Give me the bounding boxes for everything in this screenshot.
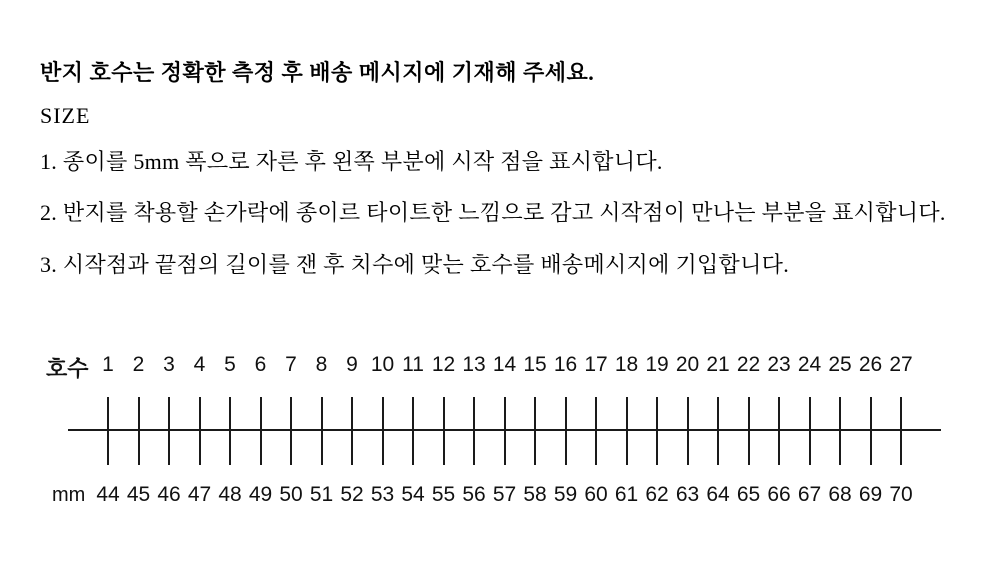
ruler-tick: [839, 397, 841, 465]
mm-number: 65: [736, 483, 761, 506]
size-number: 15: [523, 353, 547, 376]
ruler-tick: [107, 397, 109, 465]
size-number: 13: [462, 353, 486, 376]
ruler-tick: [473, 397, 475, 465]
size-number: 23: [767, 353, 791, 376]
size-number: 22: [736, 353, 761, 376]
mm-number: 50: [279, 483, 303, 506]
size-number: 17: [584, 353, 608, 376]
mm-number: 59: [553, 483, 578, 506]
mm-number: 68: [828, 483, 852, 506]
mm-number: 53: [370, 483, 395, 506]
mm-number: 61: [614, 483, 639, 506]
ruler-tick: [809, 397, 811, 465]
size-number: 7: [285, 353, 297, 376]
size-number: 18: [614, 353, 639, 376]
mm-number: 62: [645, 483, 669, 506]
mm-number: 51: [309, 483, 334, 506]
ruler-tick: [717, 397, 719, 465]
ruler-tick: [260, 397, 262, 465]
mm-number: 44: [96, 483, 120, 506]
mm-number: 46: [157, 483, 181, 506]
ruler-tick: [229, 397, 231, 465]
size-number: 6: [254, 353, 267, 376]
mm-number: 49: [248, 483, 273, 506]
mm-number: 52: [340, 483, 364, 506]
mm-number: 58: [523, 483, 547, 506]
ruler-tick: [351, 397, 353, 465]
size-number: 5: [224, 353, 236, 376]
size-number: 10: [370, 353, 395, 376]
ruler-tick: [412, 397, 414, 465]
size-number: 14: [492, 353, 517, 376]
ruler-tick: [900, 397, 902, 465]
mm-number: 64: [706, 483, 730, 506]
ruler-tick: [626, 397, 628, 465]
ruler-tick: [656, 397, 658, 465]
ruler-tick: [138, 397, 140, 465]
ruler-tick: [168, 397, 170, 465]
mm-number: 66: [767, 483, 791, 506]
ruler-tick: [870, 397, 872, 465]
ruler-tick: [321, 397, 323, 465]
size-number: 1: [102, 353, 114, 376]
size-number: 27: [889, 353, 913, 376]
step-1: 1. 종이를 5mm 폭으로 자른 후 왼쪽 부분에 시작 점을 표시합니다.: [40, 149, 663, 174]
mm-number: 69: [858, 483, 883, 506]
mm-number: 48: [218, 483, 242, 506]
mm-number: 57: [492, 483, 517, 506]
ruler-tick: [565, 397, 567, 465]
size-number: 2: [132, 353, 145, 376]
ruler-tick: [290, 397, 292, 465]
size-number: 4: [193, 353, 206, 376]
mm-number: 55: [431, 483, 456, 506]
ruler-tick: [382, 397, 384, 465]
mm-number: 67: [797, 483, 822, 506]
size-number: 19: [645, 353, 669, 376]
ruler-tick: [778, 397, 780, 465]
size-number: 20: [675, 353, 700, 376]
mm-number: 60: [584, 483, 608, 506]
mm-number: 47: [187, 483, 212, 506]
ruler-tick: [199, 397, 201, 465]
size-row-label: 호수: [46, 356, 89, 381]
size-number: 24: [797, 353, 822, 376]
size-number: 12: [431, 353, 456, 376]
step-3: 3. 시작점과 끝점의 길이를 잰 후 치수에 맞는 호수를 배송메시지에 기입합니다.: [40, 252, 790, 277]
size-number: 8: [315, 353, 328, 376]
mm-number: 56: [462, 483, 486, 506]
ruler-tick: [504, 397, 506, 465]
mm-row-label: mm: [52, 484, 86, 506]
step-2: 2. 반지를 착용할 손가락에 종이르 타이트한 느낌으로 감고 시작점이 만나는 부분을 표시합니다.: [40, 200, 946, 225]
ruler-tick: [534, 397, 536, 465]
size-number: 16: [553, 353, 578, 376]
size-number: 21: [706, 353, 730, 376]
ruler-tick: [687, 397, 689, 465]
size-number: 3: [163, 353, 175, 376]
size-number: 11: [402, 353, 424, 376]
mm-number: 70: [889, 483, 913, 506]
ruler-tick: [443, 397, 445, 465]
size-heading: SIZE: [40, 103, 91, 128]
size-number: 25: [828, 353, 852, 376]
mm-number: 63: [675, 483, 700, 506]
size-number: 9: [346, 353, 358, 376]
ruler-tick: [595, 397, 597, 465]
notice-text: 반지 호수는 정확한 측정 후 배송 메시지에 기재해 주세요.: [40, 60, 595, 85]
size-number: 26: [858, 353, 883, 376]
mm-number: 45: [126, 483, 151, 506]
mm-number: 54: [401, 483, 425, 506]
ruler-tick: [748, 397, 750, 465]
